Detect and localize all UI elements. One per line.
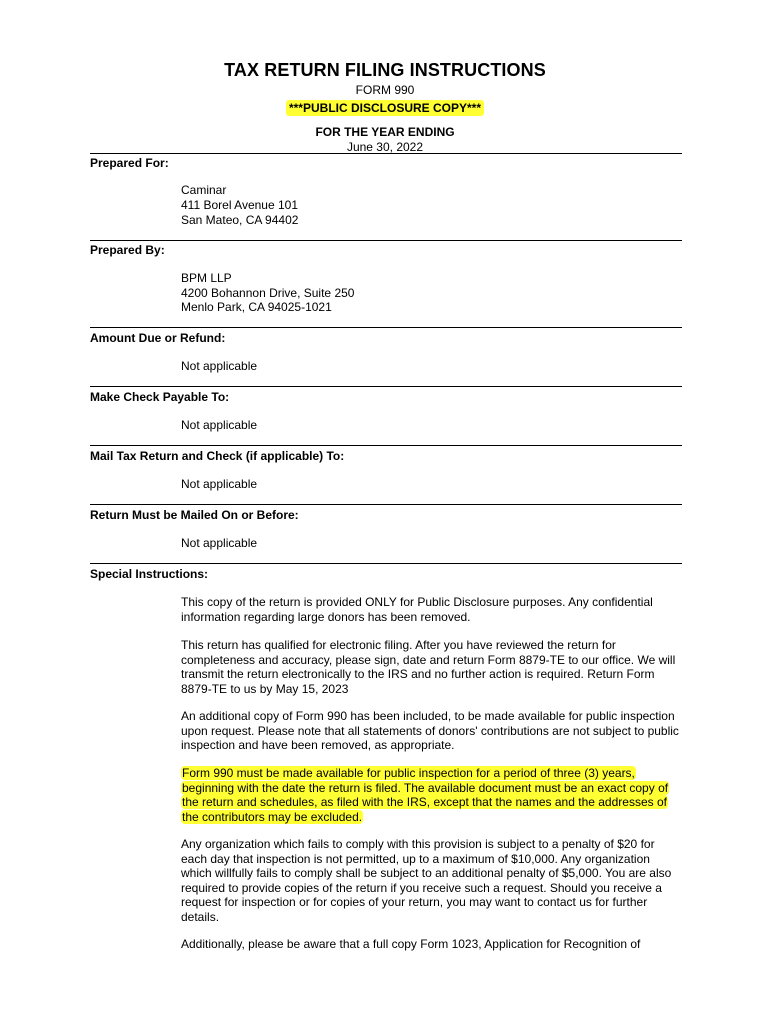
special-paragraph-3: An additional copy of Form 990 has been included, to be made available for public inspection upon request. Please note that all statements of donors' contributions are not subject to public inspection and have been removed, as appropriate.	[181, 709, 679, 752]
section-divider	[90, 445, 682, 446]
prepared-for-address1: 411 Borel Avenue 101	[181, 198, 298, 212]
check-payable-value: Not applicable	[181, 418, 258, 432]
mail-to-label: Mail Tax Return and Check (if applicable) To:	[90, 449, 345, 463]
year-ending-date: June 30, 2022	[346, 140, 424, 154]
document-title: TAX RETURN FILING INSTRUCTIONS	[224, 60, 546, 80]
section-divider	[90, 153, 682, 154]
special-instructions-label: Special Instructions:	[90, 567, 209, 581]
prepared-by-address1: 4200 Bohannon Drive, Suite 250	[181, 286, 355, 300]
special-paragraph-6: Additionally, please be aware that a full copy Form 1023, Application for Recognition of	[181, 937, 641, 951]
prepared-by-label: Prepared By:	[90, 243, 165, 257]
year-ending-label: FOR THE YEAR ENDING	[315, 125, 455, 139]
amount-due-value: Not applicable	[181, 359, 258, 373]
section-divider	[90, 386, 682, 387]
special-paragraph-1: This copy of the return is provided ONLY for Public Disclosure purposes. Any confidential information regarding large donors has been removed.	[181, 595, 653, 624]
section-divider	[90, 240, 682, 241]
prepared-by-address2: Menlo Park, CA 94025-1021	[181, 300, 332, 314]
prepared-for-name: Caminar	[181, 183, 227, 197]
highlighted-text: Form 990 must be made available for public inspection for a period of three (3) years, beginning with the date the return is filed. The available document must be an exact copy of the return and schedules, as filed with the IRS, except that the names and the addresses of the contributors may be excluded.	[182, 766, 669, 824]
section-divider	[90, 504, 682, 505]
section-divider	[90, 327, 682, 328]
special-paragraph-5: Any organization which fails to comply with this provision is subject to a penalty of $20 for each day that inspection is not permitted, up to a maximum of $10,000. Any organization which willfully fails to comply shall be subject to an additional penalty of $5,000. You are also required to provide copies of the return if you receive such a request. Should you receive a request for inspection or for copies of your return, you may want to contact us for further details.	[181, 837, 672, 924]
mail-to-value: Not applicable	[181, 477, 258, 491]
amount-due-label: Amount Due or Refund:	[90, 331, 226, 345]
check-payable-label: Make Check Payable To:	[90, 390, 230, 404]
section-divider	[90, 563, 682, 564]
prepared-for-label: Prepared For:	[90, 156, 169, 170]
special-paragraph-4-highlighted	[181, 766, 681, 824]
mail-by-value: Not applicable	[181, 536, 258, 550]
prepared-by-name: BPM LLP	[181, 271, 232, 285]
disclosure-text: ***PUBLIC DISCLOSURE COPY***	[286, 100, 484, 116]
form-number: FORM 990	[355, 83, 415, 97]
mail-by-label: Return Must be Mailed On or Before:	[90, 508, 299, 522]
special-paragraph-2: This return has qualified for electronic filing. After you have reviewed the return for completeness and accuracy, please sign, date and return Form 8879-TE to our office. We will transmit the return electronically to the IRS and no further action is required. Return Form 8879-TE to us by May 15, 2023	[181, 638, 676, 696]
disclosure-banner	[0, 101, 770, 115]
prepared-for-address2: San Mateo, CA 94402	[181, 213, 299, 227]
